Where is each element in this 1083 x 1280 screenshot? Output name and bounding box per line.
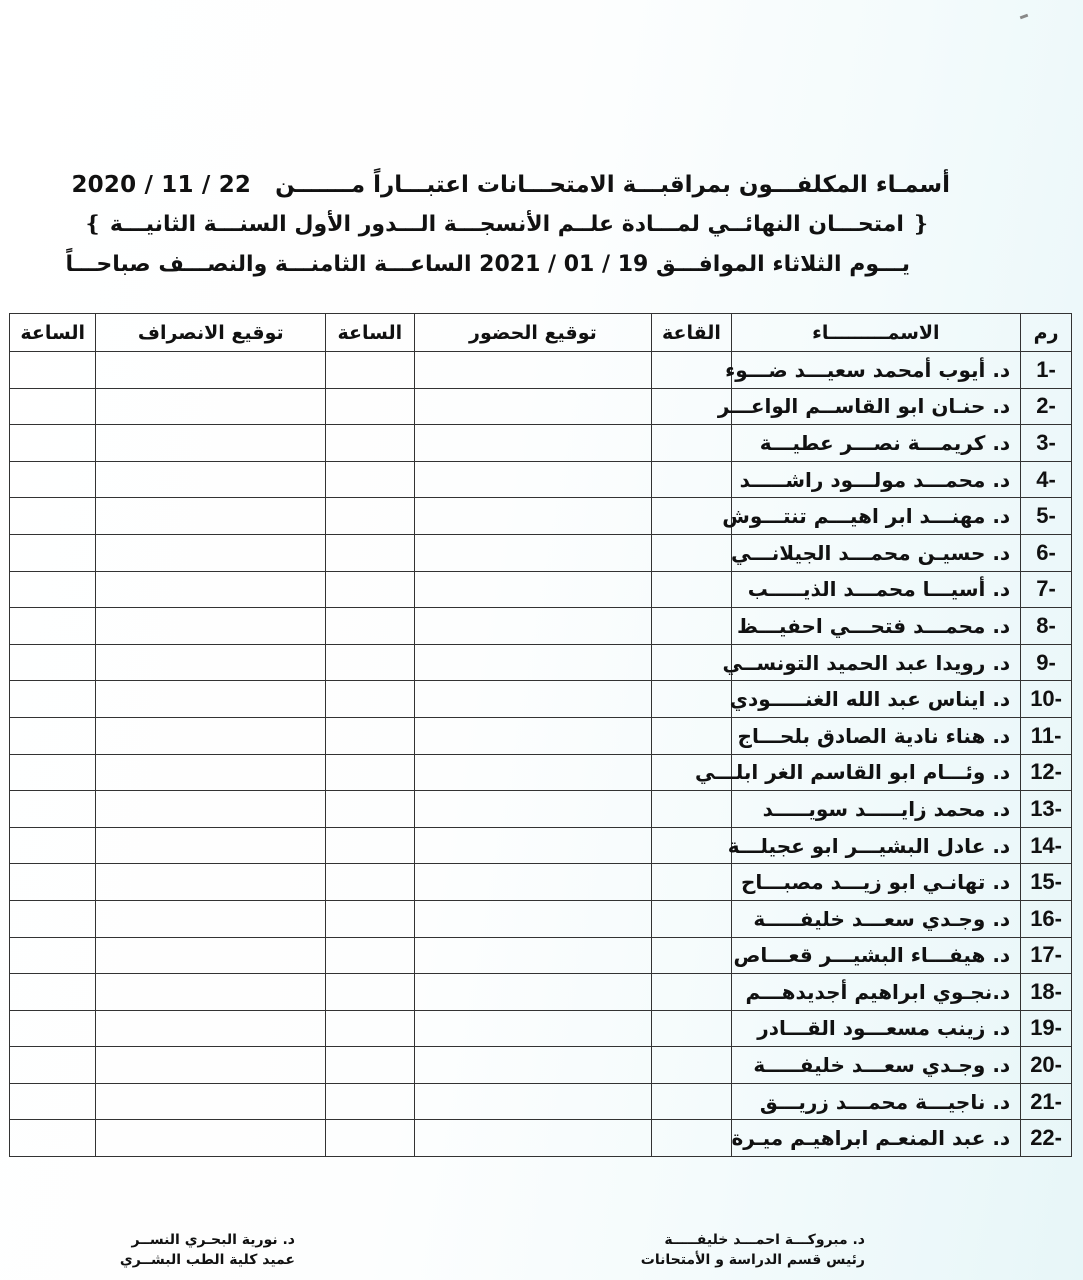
table-row <box>10 754 1072 791</box>
title-date: 2020 / 11 / 22 <box>71 172 252 198</box>
row-name: د. محمد زايـــــد سويـــــد <box>731 791 1021 828</box>
table-row <box>10 681 1072 718</box>
table-row <box>10 1010 1072 1047</box>
row-attendance-signature-cell <box>414 754 652 791</box>
scan-mark <box>1020 14 1029 20</box>
row-time-out-cell <box>10 1083 96 1120</box>
row-leave-signature-cell <box>96 461 326 498</box>
row-time-in-cell <box>326 498 414 535</box>
row-number: -1 <box>1021 352 1072 389</box>
row-hall-cell <box>652 1083 731 1120</box>
row-time-out-cell <box>10 937 96 974</box>
row-leave-signature-cell <box>96 974 326 1011</box>
row-time-in-cell <box>326 644 414 681</box>
row-time-in-cell <box>326 681 414 718</box>
row-leave-signature-cell <box>96 571 326 608</box>
row-attendance-signature-cell <box>414 937 652 974</box>
row-leave-signature-cell <box>96 1083 326 1120</box>
table-row <box>10 352 1072 389</box>
row-attendance-signature-cell <box>414 608 652 645</box>
row-attendance-signature-cell <box>414 388 652 425</box>
table-row <box>10 791 1072 828</box>
table-row <box>10 534 1072 571</box>
row-time-in-cell <box>326 827 414 864</box>
row-time-out-cell <box>10 425 96 462</box>
row-number: -21 <box>1021 1083 1072 1120</box>
row-hall-cell <box>652 571 731 608</box>
row-attendance-signature-cell <box>414 1047 652 1084</box>
row-attendance-signature-cell <box>414 1010 652 1047</box>
row-name: د. محمـــد مولـــود راشـــــد <box>731 461 1021 498</box>
row-leave-signature-cell <box>96 1047 326 1084</box>
row-time-in-cell <box>326 791 414 828</box>
row-hall-cell <box>652 864 731 901</box>
header-names: الاسمـــــــــاء <box>731 314 1021 352</box>
roster-body <box>10 352 1072 1157</box>
row-number: -16 <box>1021 900 1072 937</box>
row-time-in-cell <box>326 717 414 754</box>
row-hall-cell <box>652 717 731 754</box>
row-attendance-signature-cell <box>414 791 652 828</box>
row-time-in-cell <box>326 534 414 571</box>
document-subtitle <box>83 212 930 237</box>
row-number: -11 <box>1021 717 1072 754</box>
table-row <box>10 1083 1072 1120</box>
row-time-in-cell <box>326 352 414 389</box>
row-time-in-cell <box>326 388 414 425</box>
table-row <box>10 827 1072 864</box>
row-leave-signature-cell <box>96 352 326 389</box>
row-number: -20 <box>1021 1047 1072 1084</box>
row-time-out-cell <box>10 1120 96 1157</box>
row-attendance-signature-cell <box>414 717 652 754</box>
row-time-in-cell <box>326 425 414 462</box>
row-name: د. وجـدي سعـــد خليفـــــة <box>731 1047 1021 1084</box>
proctor-roster-table <box>9 313 1072 1157</box>
row-attendance-signature-cell <box>414 461 652 498</box>
subtitle-open-bracket: ❴ <box>911 212 930 237</box>
row-number: -10 <box>1021 681 1072 718</box>
row-number: -2 <box>1021 388 1072 425</box>
date-line-suffix: الساعـــة الثامنـــة والنصـــف صباحـــاً <box>65 252 472 277</box>
table-row <box>10 974 1072 1011</box>
row-hall-cell <box>652 534 731 571</box>
row-hall-cell <box>652 974 731 1011</box>
row-attendance-signature-cell <box>414 681 652 718</box>
row-hall-cell <box>652 461 731 498</box>
row-attendance-signature-cell <box>414 644 652 681</box>
header-attendance-signature: توقيع الحضور <box>414 314 652 352</box>
row-number: -12 <box>1021 754 1072 791</box>
signature-block-head-of-studies <box>630 1230 865 1270</box>
row-leave-signature-cell <box>96 937 326 974</box>
table-row <box>10 1120 1072 1157</box>
exam-date-line <box>65 252 910 277</box>
row-leave-signature-cell <box>96 681 326 718</box>
row-attendance-signature-cell <box>414 534 652 571</box>
row-hall-cell <box>652 1047 731 1084</box>
row-time-out-cell <box>10 498 96 535</box>
row-leave-signature-cell <box>96 754 326 791</box>
row-time-in-cell <box>326 900 414 937</box>
row-hall-cell <box>652 425 731 462</box>
row-time-in-cell <box>326 1120 414 1157</box>
row-name: د. محمـــد فتحـــي احفيـــظ <box>731 608 1021 645</box>
row-leave-signature-cell <box>96 791 326 828</box>
signature-name: د. نورية البحـري النســر <box>131 1232 295 1248</box>
signature-block-dean <box>110 1230 295 1270</box>
row-leave-signature-cell <box>96 827 326 864</box>
header-leave-signature: توقيع الانصراف <box>96 314 326 352</box>
row-leave-signature-cell <box>96 498 326 535</box>
row-hall-cell <box>652 791 731 828</box>
table-row <box>10 1047 1072 1084</box>
row-leave-signature-cell <box>96 717 326 754</box>
row-leave-signature-cell <box>96 644 326 681</box>
row-attendance-signature-cell <box>414 864 652 901</box>
row-number: -8 <box>1021 608 1072 645</box>
row-leave-signature-cell <box>96 425 326 462</box>
row-hall-cell <box>652 827 731 864</box>
subtitle-close-bracket: ❵ <box>83 212 103 237</box>
document-title <box>71 172 950 198</box>
row-hall-cell <box>652 1120 731 1157</box>
row-time-in-cell <box>326 1010 414 1047</box>
row-time-out-cell <box>10 754 96 791</box>
signature-name: د. مبروكـــة احمـــد خليفـــــة <box>664 1232 865 1248</box>
table-header-row <box>10 314 1072 352</box>
row-name: د. ايناس عبد الله الغنـــــودي <box>731 681 1021 718</box>
table-row <box>10 900 1072 937</box>
row-number: -13 <box>1021 791 1072 828</box>
row-time-out-cell <box>10 827 96 864</box>
row-name: د. حسيـن محمـــد الجيلانـــي <box>731 534 1021 571</box>
row-number: -4 <box>1021 461 1072 498</box>
header-number: رم <box>1021 314 1072 352</box>
table-row <box>10 388 1072 425</box>
table-row <box>10 608 1072 645</box>
row-hall-cell <box>652 900 731 937</box>
row-hall-cell <box>652 937 731 974</box>
row-name: د. حنـان ابو القاســم الواعـــر <box>731 388 1021 425</box>
row-leave-signature-cell <box>96 900 326 937</box>
row-attendance-signature-cell <box>414 571 652 608</box>
row-leave-signature-cell <box>96 864 326 901</box>
row-attendance-signature-cell <box>414 900 652 937</box>
row-number: -22 <box>1021 1120 1072 1157</box>
row-time-out-cell <box>10 608 96 645</box>
row-time-out-cell <box>10 1010 96 1047</box>
row-time-out-cell <box>10 388 96 425</box>
row-time-in-cell <box>326 1083 414 1120</box>
table-row <box>10 864 1072 901</box>
signature-role: رئيس قسم الدراسة و الأمتحانات <box>640 1252 865 1268</box>
table-row <box>10 717 1072 754</box>
row-name: د. مهنـــد ابر اهيـــم تنتـــوش <box>731 498 1021 535</box>
row-number: -7 <box>1021 571 1072 608</box>
row-number: -9 <box>1021 644 1072 681</box>
table-row <box>10 498 1072 535</box>
row-attendance-signature-cell <box>414 1120 652 1157</box>
row-time-in-cell <box>326 974 414 1011</box>
row-time-out-cell <box>10 900 96 937</box>
row-time-out-cell <box>10 1047 96 1084</box>
row-name: د. تهانـي ابو زيـــد مصبـــاح <box>731 864 1021 901</box>
row-time-in-cell <box>326 864 414 901</box>
row-time-in-cell <box>326 1047 414 1084</box>
row-time-in-cell <box>326 461 414 498</box>
header-time-out: الساعة <box>10 314 96 352</box>
row-attendance-signature-cell <box>414 1083 652 1120</box>
row-time-out-cell <box>10 461 96 498</box>
row-time-in-cell <box>326 937 414 974</box>
row-name: د. أيوب أمحمد سعيـــد ضـــوء <box>731 352 1021 389</box>
row-name: د. عادل البشيـــر ابو عجيلـــة <box>731 827 1021 864</box>
row-hall-cell <box>652 1010 731 1047</box>
row-number: -18 <box>1021 974 1072 1011</box>
row-number: -3 <box>1021 425 1072 462</box>
row-attendance-signature-cell <box>414 827 652 864</box>
row-time-in-cell <box>326 608 414 645</box>
signature-role: عميد كلية الطب البشــري <box>119 1252 295 1268</box>
row-time-out-cell <box>10 534 96 571</box>
row-name: د. أسيـــا محمـــد الذيـــــب <box>731 571 1021 608</box>
table-row <box>10 425 1072 462</box>
row-name: د. وجـدي سعـــد خليفـــــة <box>731 900 1021 937</box>
row-name: د. هناء نادية الصادق بلحـــاج <box>731 717 1021 754</box>
row-time-out-cell <box>10 352 96 389</box>
row-number: -19 <box>1021 1010 1072 1047</box>
row-number: -14 <box>1021 827 1072 864</box>
row-name: د. عبد المنعـم ابراهيـم ميـرة <box>731 1120 1021 1157</box>
row-time-out-cell <box>10 644 96 681</box>
row-time-out-cell <box>10 717 96 754</box>
row-hall-cell <box>652 352 731 389</box>
row-name: د. وئـــام ابو القاسم الغر ابلـــي <box>731 754 1021 791</box>
row-leave-signature-cell <box>96 1120 326 1157</box>
row-leave-signature-cell <box>96 608 326 645</box>
row-name: د. ناجيـــة محمـــد زريـــق <box>731 1083 1021 1120</box>
row-name: د. كريمـــة نصـــر عطيـــة <box>731 425 1021 462</box>
title-text: أسمـاء المكلفـــون بمراقبـــة الامتحـــانات اعتبـــاراً مـــــــن <box>275 172 950 198</box>
table-row <box>10 571 1072 608</box>
table-row <box>10 937 1072 974</box>
row-name: د. رويدا عبد الحميد التونســي <box>731 644 1021 681</box>
row-number: -6 <box>1021 534 1072 571</box>
row-name: د. هيفـــاء البشيـــر قعـــاص <box>731 937 1021 974</box>
header-time-in: الساعة <box>326 314 414 352</box>
row-attendance-signature-cell <box>414 974 652 1011</box>
date-line-prefix: يـــوم الثلاثاء الموافـــق <box>656 252 910 277</box>
row-hall-cell <box>652 644 731 681</box>
row-time-out-cell <box>10 681 96 718</box>
row-attendance-signature-cell <box>414 352 652 389</box>
row-time-out-cell <box>10 571 96 608</box>
row-time-out-cell <box>10 974 96 1011</box>
row-time-out-cell <box>10 864 96 901</box>
row-number: -17 <box>1021 937 1072 974</box>
row-attendance-signature-cell <box>414 498 652 535</box>
header-hall: القاعة <box>652 314 731 352</box>
exam-date: 2021 / 01 / 19 <box>479 252 649 277</box>
row-time-in-cell <box>326 571 414 608</box>
row-time-out-cell <box>10 791 96 828</box>
row-leave-signature-cell <box>96 534 326 571</box>
row-time-in-cell <box>326 754 414 791</box>
row-name: د. زينب مسعـــود القـــادر <box>731 1010 1021 1047</box>
row-attendance-signature-cell <box>414 425 652 462</box>
row-number: -15 <box>1021 864 1072 901</box>
row-hall-cell <box>652 608 731 645</box>
table-row <box>10 644 1072 681</box>
row-leave-signature-cell <box>96 388 326 425</box>
row-hall-cell <box>652 681 731 718</box>
table-row <box>10 461 1072 498</box>
subtitle-text: امتحـــان النهائــي لمـــادة علــم الأنسجـــة الـــدور الأول السنـــة الثانيـــة <box>109 212 904 237</box>
row-number: -5 <box>1021 498 1072 535</box>
row-hall-cell <box>652 498 731 535</box>
row-leave-signature-cell <box>96 1010 326 1047</box>
row-name: د.نجـوي ابراهيم أجديدهـــم <box>731 974 1021 1011</box>
